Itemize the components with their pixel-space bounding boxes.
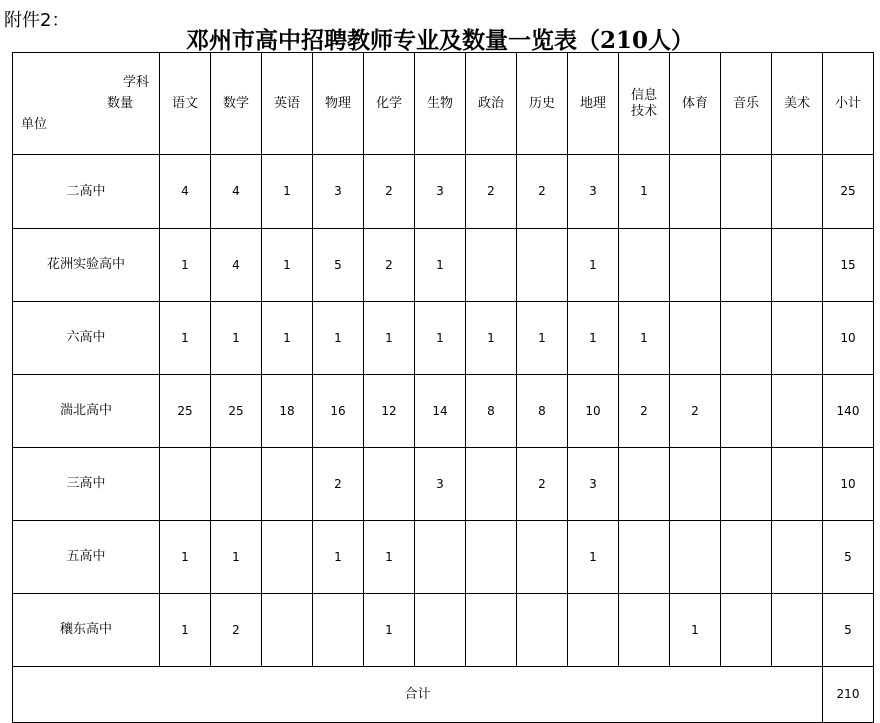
subject-header-english: 英语 bbox=[262, 53, 313, 155]
subject-header-biology: 生物 bbox=[415, 53, 466, 155]
count-cell: 1 bbox=[364, 302, 415, 375]
count-cell: 1 bbox=[160, 521, 211, 594]
table-row bbox=[13, 521, 874, 594]
count-cell: 1 bbox=[619, 155, 670, 229]
count-cell: 1 bbox=[568, 229, 619, 302]
count-cell bbox=[721, 155, 772, 229]
corner-unit-label: 单位 bbox=[21, 117, 48, 132]
table-row bbox=[13, 448, 874, 521]
subtotal-cell: 5 bbox=[823, 521, 874, 594]
subject-header-info-tech bbox=[619, 53, 670, 155]
recruitment-table bbox=[12, 52, 874, 723]
count-cell bbox=[772, 302, 823, 375]
count-cell bbox=[364, 448, 415, 521]
subject-header-info-tech-line1: 信息 bbox=[630, 87, 657, 103]
count-cell bbox=[619, 594, 670, 667]
subject-header-math: 数学 bbox=[211, 53, 262, 155]
count-cell: 1 bbox=[466, 302, 517, 375]
count-cell bbox=[568, 594, 619, 667]
count-cell bbox=[517, 521, 568, 594]
total-row bbox=[13, 667, 874, 723]
subtotal-cell: 15 bbox=[823, 229, 874, 302]
page-title: 邓州市高中招聘教师专业及数量一览表（210人） bbox=[185, 27, 694, 54]
table-row bbox=[13, 375, 874, 448]
count-cell bbox=[466, 521, 517, 594]
count-cell: 5 bbox=[313, 229, 364, 302]
count-cell bbox=[466, 594, 517, 667]
count-cell: 1 bbox=[262, 229, 313, 302]
corner-subject-label: 学科 bbox=[122, 75, 149, 90]
count-cell bbox=[415, 521, 466, 594]
count-cell: 2 bbox=[670, 375, 721, 448]
count-cell: 1 bbox=[568, 302, 619, 375]
count-cell: 1 bbox=[160, 302, 211, 375]
count-cell: 1 bbox=[262, 155, 313, 229]
count-cell: 12 bbox=[364, 375, 415, 448]
count-cell: 4 bbox=[211, 229, 262, 302]
count-cell bbox=[772, 375, 823, 448]
count-cell bbox=[415, 594, 466, 667]
subject-header-history: 历史 bbox=[517, 53, 568, 155]
count-cell bbox=[466, 448, 517, 521]
subtotal-header: 小计 bbox=[823, 53, 874, 155]
count-cell: 3 bbox=[568, 448, 619, 521]
count-cell: 1 bbox=[619, 302, 670, 375]
count-cell: 4 bbox=[211, 155, 262, 229]
table-row bbox=[13, 302, 874, 375]
unit-name-cell: 六高中 bbox=[13, 302, 160, 375]
subtotal-cell: 10 bbox=[823, 448, 874, 521]
count-cell bbox=[772, 448, 823, 521]
count-cell: 1 bbox=[364, 521, 415, 594]
count-cell: 1 bbox=[517, 302, 568, 375]
unit-name-cell: 三高中 bbox=[13, 448, 160, 521]
count-cell: 18 bbox=[262, 375, 313, 448]
count-cell bbox=[619, 448, 670, 521]
count-cell bbox=[619, 521, 670, 594]
count-cell bbox=[211, 448, 262, 521]
count-cell: 1 bbox=[670, 594, 721, 667]
count-cell: 2 bbox=[517, 448, 568, 521]
count-cell bbox=[721, 448, 772, 521]
header-row bbox=[13, 53, 874, 155]
count-cell: 8 bbox=[517, 375, 568, 448]
count-cell: 16 bbox=[313, 375, 364, 448]
count-cell: 1 bbox=[211, 302, 262, 375]
count-cell: 2 bbox=[211, 594, 262, 667]
count-cell: 1 bbox=[415, 229, 466, 302]
unit-name-cell: 穰东高中 bbox=[13, 594, 160, 667]
count-cell: 2 bbox=[466, 155, 517, 229]
count-cell bbox=[262, 594, 313, 667]
count-cell: 1 bbox=[160, 229, 211, 302]
count-cell: 2 bbox=[517, 155, 568, 229]
subject-header-chinese: 语文 bbox=[160, 53, 211, 155]
count-cell bbox=[721, 375, 772, 448]
corner-header-cell bbox=[13, 53, 160, 155]
attachment-label: 附件2： bbox=[4, 10, 70, 31]
count-cell bbox=[721, 302, 772, 375]
count-cell bbox=[721, 521, 772, 594]
count-cell: 1 bbox=[364, 594, 415, 667]
count-cell: 3 bbox=[415, 448, 466, 521]
table-row bbox=[13, 229, 874, 302]
unit-name-cell: 花洲实验高中 bbox=[13, 229, 160, 302]
count-cell: 3 bbox=[568, 155, 619, 229]
unit-name-cell: 湍北高中 bbox=[13, 375, 160, 448]
count-cell: 2 bbox=[364, 229, 415, 302]
subtotal-cell: 10 bbox=[823, 302, 874, 375]
count-cell bbox=[772, 594, 823, 667]
subject-header-politics: 政治 bbox=[466, 53, 517, 155]
count-cell bbox=[670, 521, 721, 594]
count-cell bbox=[517, 594, 568, 667]
count-cell: 2 bbox=[313, 448, 364, 521]
count-cell: 3 bbox=[313, 155, 364, 229]
unit-name-cell: 二高中 bbox=[13, 155, 160, 229]
count-cell bbox=[313, 594, 364, 667]
count-cell bbox=[670, 155, 721, 229]
count-cell: 25 bbox=[160, 375, 211, 448]
subject-header-chemistry: 化学 bbox=[364, 53, 415, 155]
count-cell: 1 bbox=[262, 302, 313, 375]
total-label: 合计 bbox=[13, 667, 823, 723]
unit-name-cell: 五高中 bbox=[13, 521, 160, 594]
count-cell bbox=[772, 521, 823, 594]
subject-header-geography: 地理 bbox=[568, 53, 619, 155]
count-cell bbox=[721, 229, 772, 302]
count-cell bbox=[670, 448, 721, 521]
count-cell bbox=[670, 229, 721, 302]
count-cell: 14 bbox=[415, 375, 466, 448]
count-cell: 3 bbox=[415, 155, 466, 229]
count-cell: 1 bbox=[313, 521, 364, 594]
subtotal-cell: 5 bbox=[823, 594, 874, 667]
total-value: 210 bbox=[823, 667, 874, 723]
count-cell: 25 bbox=[211, 375, 262, 448]
count-cell: 1 bbox=[568, 521, 619, 594]
count-cell bbox=[160, 448, 211, 521]
subject-header-info-tech-line2: 技术 bbox=[630, 103, 657, 119]
table-row bbox=[13, 155, 874, 229]
count-cell bbox=[619, 229, 670, 302]
subject-header-pe: 体育 bbox=[670, 53, 721, 155]
count-cell: 2 bbox=[619, 375, 670, 448]
count-cell: 1 bbox=[211, 521, 262, 594]
count-cell: 8 bbox=[466, 375, 517, 448]
count-cell: 1 bbox=[313, 302, 364, 375]
subtotal-cell: 25 bbox=[823, 155, 874, 229]
count-cell bbox=[772, 229, 823, 302]
subtotal-cell: 140 bbox=[823, 375, 874, 448]
subject-header-physics: 物理 bbox=[313, 53, 364, 155]
subject-header-art: 美术 bbox=[772, 53, 823, 155]
count-cell bbox=[517, 229, 568, 302]
count-cell: 10 bbox=[568, 375, 619, 448]
count-cell bbox=[262, 448, 313, 521]
subject-header-music: 音乐 bbox=[721, 53, 772, 155]
count-cell: 1 bbox=[415, 302, 466, 375]
count-cell: 2 bbox=[364, 155, 415, 229]
table-row bbox=[13, 594, 874, 667]
count-cell bbox=[772, 155, 823, 229]
corner-count-label: 数量 bbox=[106, 96, 133, 111]
count-cell: 4 bbox=[160, 155, 211, 229]
count-cell bbox=[670, 302, 721, 375]
count-cell bbox=[262, 521, 313, 594]
count-cell: 1 bbox=[160, 594, 211, 667]
count-cell bbox=[466, 229, 517, 302]
count-cell bbox=[721, 594, 772, 667]
